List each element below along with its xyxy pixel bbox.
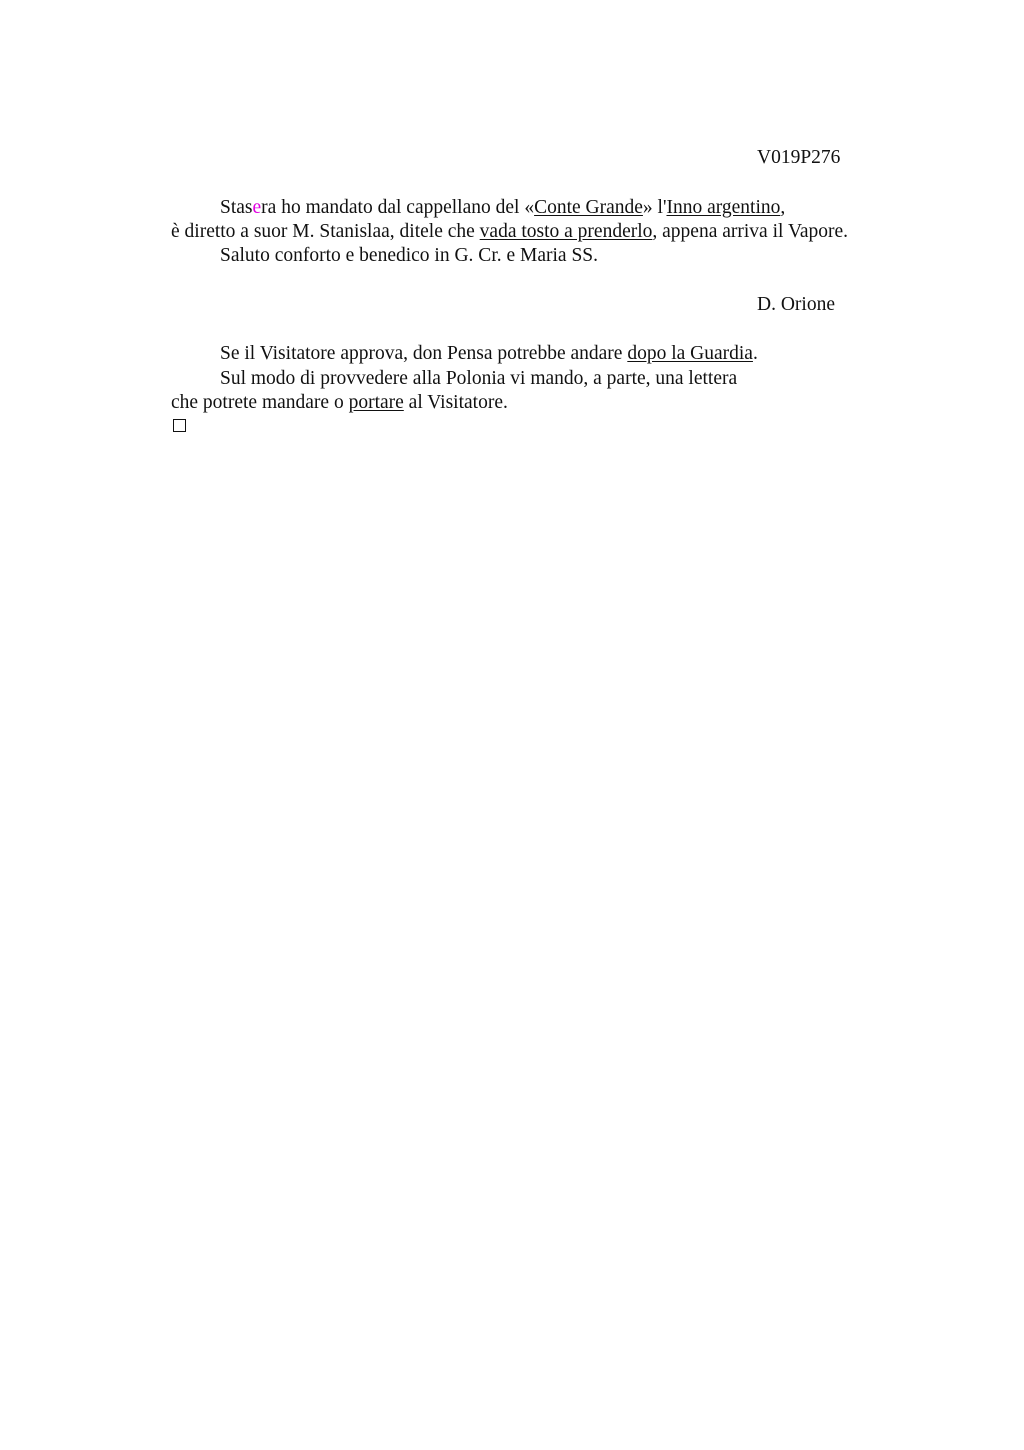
text-segment: , appena arriva il Vapore.	[652, 221, 849, 242]
end-marker-square-icon	[173, 419, 186, 432]
underlined-text: Conte Grande	[534, 197, 643, 218]
underlined-text: portare	[348, 392, 404, 413]
underlined-text: vada tosto a prenderlo	[479, 221, 653, 242]
text-segment: ,	[780, 197, 786, 218]
paragraph2-line2: Sul modo di provvedere alla Polonia vi mando, a parte, una lettera	[220, 368, 738, 389]
paragraph1-line2	[171, 220, 848, 244]
paragraph1-line3: Saluto conforto e benedico in G. Cr. e Maria SS.	[220, 245, 599, 266]
underlined-text: Inno argentino	[666, 197, 781, 218]
paragraph2-line1	[220, 342, 758, 366]
text-segment: Se il Visitatore approva, don Pensa potrebbe andare	[220, 343, 628, 364]
signature: D. Orione	[757, 294, 835, 315]
text-segment: ra ho mandato dal cappellano del «	[261, 197, 535, 218]
paragraph1-line1	[220, 196, 785, 220]
text-segment: » l'	[642, 197, 667, 218]
text-segment: è diretto a suor M. Stanislaa, ditele che	[171, 221, 480, 242]
text-segment: Stas	[220, 197, 253, 218]
paragraph2-line3	[171, 391, 508, 415]
page-code: V019P276	[757, 147, 841, 168]
underlined-text: dopo la Guardia	[627, 343, 753, 364]
text-segment: che potrete mandare o	[171, 392, 349, 413]
text-segment: al Visitatore.	[403, 392, 508, 413]
highlighted-letter: e	[252, 197, 262, 218]
text-segment: .	[752, 343, 758, 364]
